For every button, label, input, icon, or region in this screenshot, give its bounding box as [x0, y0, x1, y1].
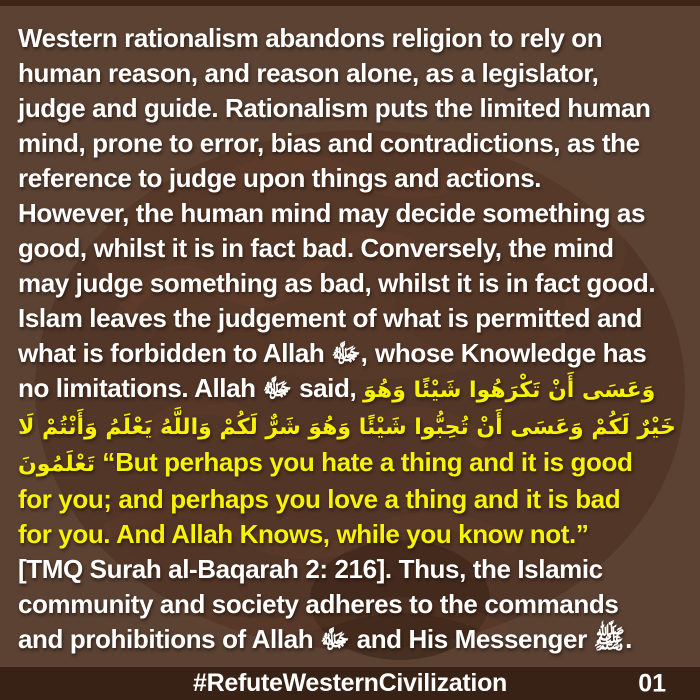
text-line [18, 196, 690, 231]
page-number: 01 [638, 669, 666, 697]
text-line [18, 552, 690, 587]
text-line [18, 587, 690, 622]
text-line [18, 91, 690, 126]
text-line [18, 445, 690, 482]
quran-arabic-segment: خَيْرٌ لَكُمْ وَعَسَى أَنْ تُحِبُّوا شَيْئًا وَهُوَ شَرٌّ لَكُمْ وَاللَّهُ يَعْلَمُ وَأَنْتُمْ لَا [18, 415, 676, 440]
text-line [18, 408, 690, 445]
quran-translation-segment: for you; and perhaps you love a thing and it is bad [18, 484, 621, 514]
text-line [18, 336, 690, 371]
text-line [18, 231, 690, 266]
body-text-segment: Western rationalism abandons religion to rely on [18, 23, 603, 53]
text-line [18, 56, 690, 91]
text-line [18, 161, 690, 196]
quran-arabic-segment: وَعَسَى أَنْ تَكْرَهُوا شَيْئًا وَهُوَ [363, 378, 656, 403]
text-line [18, 371, 690, 408]
quran-arabic-segment: تَعْلَمُونَ [18, 452, 95, 477]
footer-bar [0, 667, 700, 700]
quran-translation-segment: for you. And Allah Knows, while you know not.” [18, 519, 589, 549]
body-text-segment: mind, prone to error, bias and contradictions, as the [18, 128, 640, 158]
top-border-strip [0, 0, 700, 6]
body-text-segment: However, the human mind may decide something as [18, 198, 646, 228]
text-line [18, 622, 690, 657]
text-line [18, 126, 690, 161]
body-text-segment: community and society adheres to the commands [18, 589, 619, 619]
body-text-segment: human reason, and reason alone, as a legislator, [18, 58, 599, 88]
body-text-segment: judge and guide. Rationalism puts the limited human [18, 93, 651, 123]
text-line [18, 266, 690, 301]
body-text-segment: no limitations. Allah ﷻ said, [18, 373, 364, 403]
quran-translation-segment: “But perhaps you hate a thing and it is good [94, 447, 633, 477]
body-text-segment: and prohibitions of Allah ﷻ and His Messenger ﷺ. [18, 624, 633, 654]
text-line [18, 482, 690, 517]
body-text [18, 21, 690, 657]
body-text-segment: good, whilst it is in fact bad. Conversely, the mind [18, 233, 614, 263]
body-text-segment: reference to judge upon things and actions. [18, 163, 542, 193]
hashtag-label: #RefuteWesternCivilization [192, 669, 508, 697]
text-line [18, 21, 690, 56]
body-text-segment: Islam leaves the judgement of what is permitted and [18, 303, 642, 333]
text-line [18, 301, 690, 336]
text-line [18, 517, 690, 552]
body-text-segment: may judge something as bad, whilst it is in fact good. [18, 268, 656, 298]
body-text-segment: what is forbidden to Allah ﷻ, whose Knowledge has [18, 338, 647, 368]
body-text-segment: [TMQ Surah al-Baqarah 2: 216]. Thus, the Islamic [18, 554, 603, 584]
